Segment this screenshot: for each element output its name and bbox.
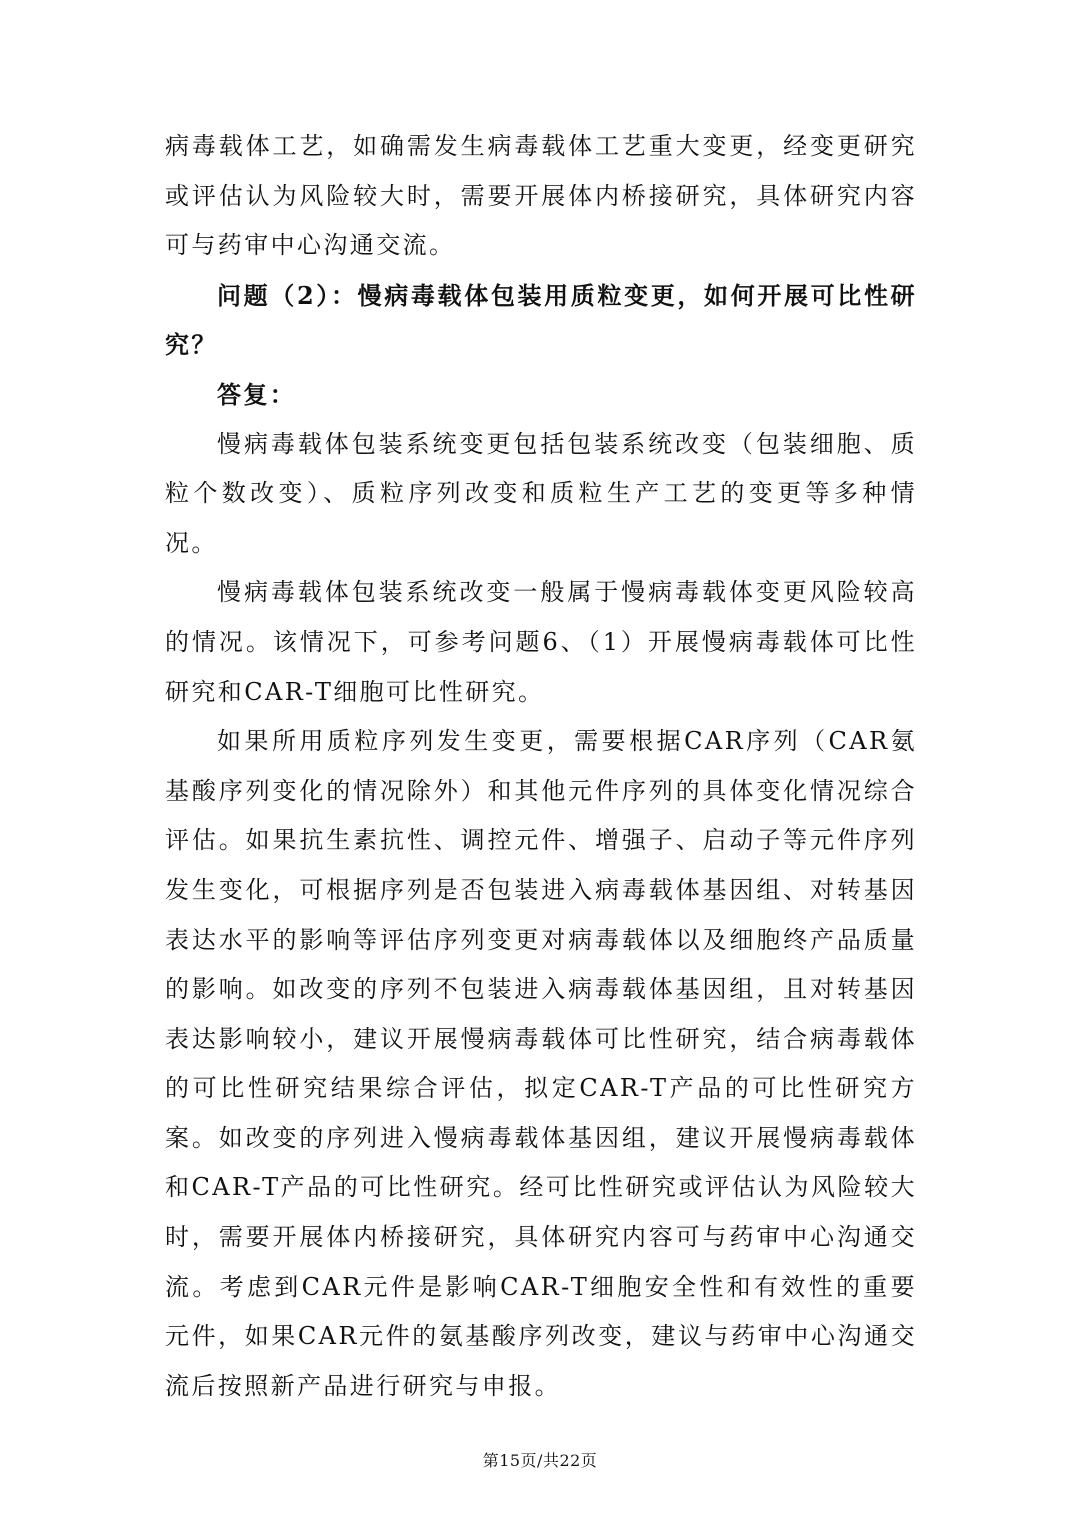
paragraph-continuation: 病毒载体工艺，如确需发生病毒载体工艺重大变更，经变更研究或评估认为风险较大时，需要开展体内桥接研究，具体研究内容可与药审中心沟通交流。: [165, 132, 917, 260]
paragraph-plasmid-sequence-change: 如果所用质粒序列发生变更，需要根据CAR序列（CAR氨基酸序列变化的情况除外）和其他元件序列的具体变化情况综合评估。如果抗生素抗性、调控元件、增强子、启动子等元件序列发生变化，可根据序列是否包装进入病毒载体基因组、对转基因表达水平的影响等评估序列变更对病毒载体以及细胞终产品质量的影响。如改变的序列不包装进入病毒载体基因组，且对转基因表达影响较小，建议开展慢病毒载体可比性研究，结合病毒载体的可比性研究结果综合评估，拟定CAR-T产品的可比性研究方案。如改变的序列进入慢病毒载体基因组，建议开展慢病毒载体和CAR-T产品的可比性研究。经可比性研究或评估认为风险较大时，需要开展体内桥接研究，具体研究内容可与药审中心沟通交流。考虑到CAR元件是影响CAR-T细胞安全性和有效性的重要元件，如果CAR元件的氨基酸序列改变，建议与药审中心沟通交流后按照新产品进行研究与申报。: [165, 727, 917, 1400]
answer-label: 答复：: [217, 379, 297, 409]
page-number-footer: 第15页/共22页: [482, 1451, 598, 1470]
document-body: [165, 122, 917, 1411]
paragraph-system-change-risk: 慢病毒载体包装系统改变一般属于慢病毒载体变更风险较高的情况。该情况下，可参考问题6、（1）开展慢病毒载体可比性研究和CAR-T细胞可比性研究。: [165, 578, 917, 706]
question-heading: 问题（2）：慢病毒载体包装用质粒变更，如何开展可比性研究？: [165, 280, 917, 360]
paragraph-packaging-change: 慢病毒载体包装系统变更包括包装系统改变（包装细胞、质粒个数改变）、质粒序列改变和质粒生产工艺的变更等多种情况。: [165, 429, 917, 557]
